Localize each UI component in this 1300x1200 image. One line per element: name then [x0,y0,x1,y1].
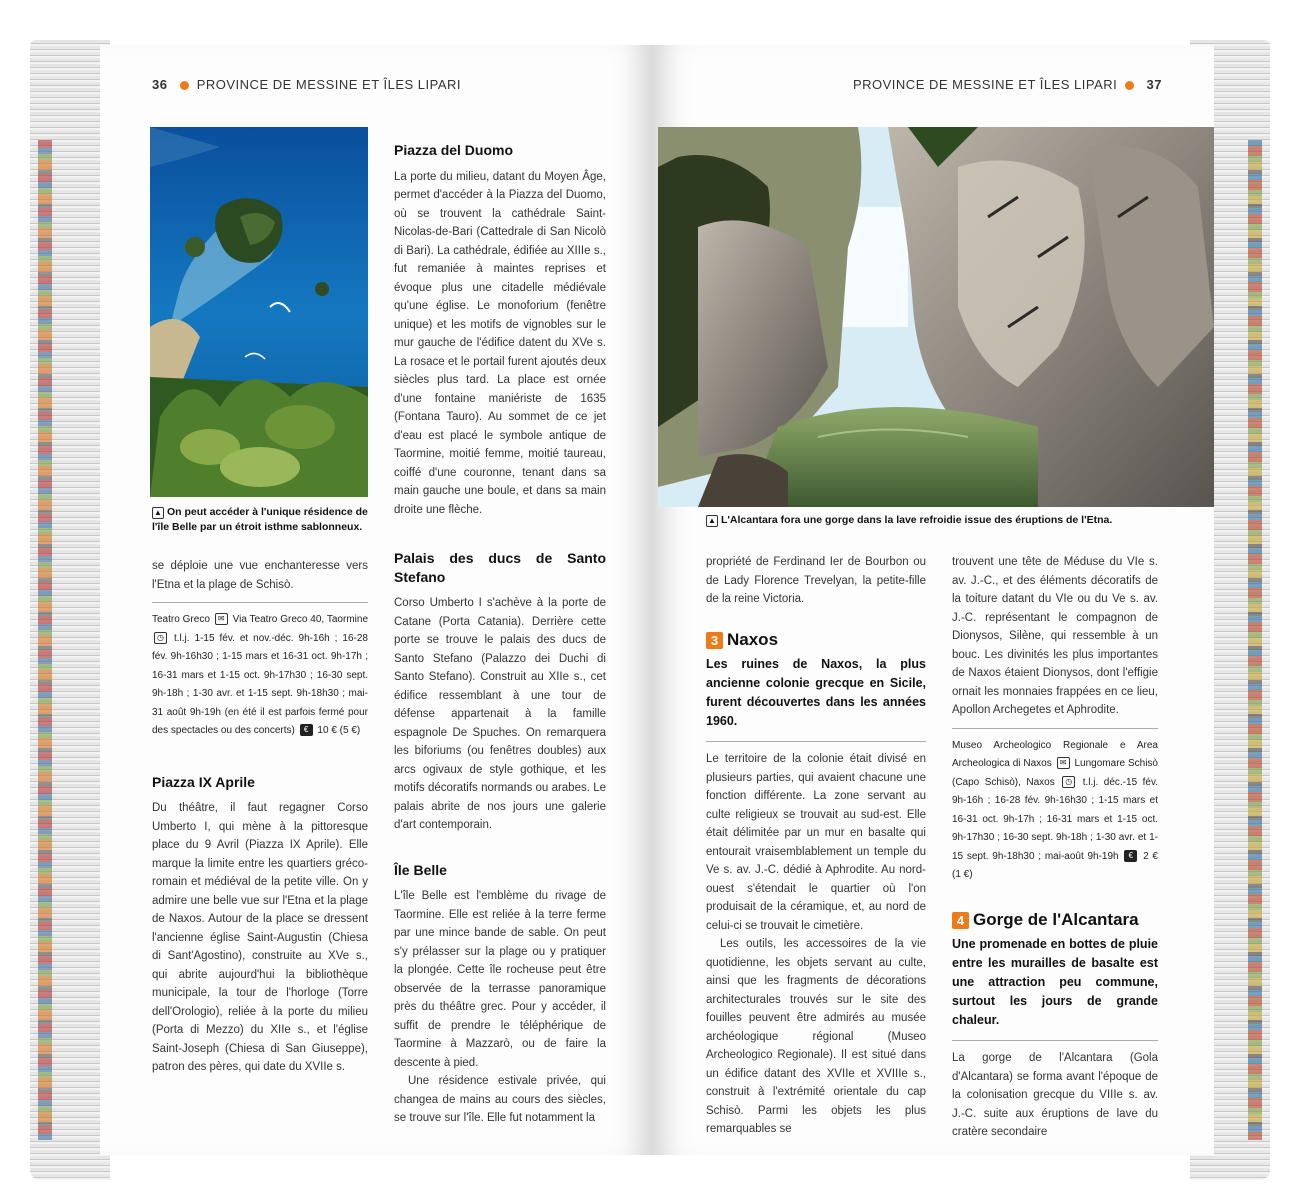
camera-icon: ▲ [152,507,164,519]
ile-belle-text-2: Une résidence estivale privée, qui changea de mains au cours des siècles, se trouve sur l'île. Elle fut notamment la [394,1075,606,1124]
naxos-text-2: Les outils, les accessoires de la vie quotidienne, les objets servant au culte, ainsi que les fragments de décorations architecturales trouvés sur le site des fouilles peuvent être admirés au musée archéologique régional (Museo Archeologico Regionale). Il est situé dans un édifice datant des XVIIe et XVIIIe s., construit à l'extrémité orientale du cap Schisò. Parmi les objets les plus remarquables se [706,938,926,1135]
orange-dot [180,81,189,90]
heading-naxos [706,631,926,650]
left-col1-intro: se déploie une vue enchanteresse vers l'Etna et la plage de Schisò. [152,560,368,591]
naxos-number-badge: 3 [706,632,723,649]
teatro-price: 10 € (5 €) [317,725,361,736]
photo-isola-bella [150,127,368,497]
right-col-2 [952,553,1158,1142]
orange-dot [1125,81,1134,90]
right-col2-intro: trouvent une tête de Méduse du VIe s. av. J.-C., et des éléments décoratifs de la toiture datant du VIe ou du Ve s. av. J.-C. représentant le compagnon de Dionysos, Silène, qui ressemble à un bouc. Les divinités les plus importantes de Naxos étaient Dionysos, dont l'effigie ornait les monnaies frappées en ce lieu, Apollon Archegetes et Aphrodite. [952,556,1158,716]
left-col-2 [394,141,606,1128]
photo-caption-right-text: L'Alcantara fora une gorge dans la lave refroidie issue des éruptions de l'Etna. [721,514,1113,526]
colored-tabs-left [38,140,52,1140]
piazza-ix-text: Du théâtre, il faut regagner Corso Umberto I, qui mène à la pittoresque place du 9 Avril (Piazza IX Aprile). Elle marque la limite entre les quartiers gréco-romain et médiéval de la petite ville. On y admire une belle vue sur l'Etna et la plage de Naxos. Autour de la place se dressent l'ancienne église Saint-Augustin (Chiesa di Sant'Agostino), construite au XVe s., qui abrite aujourd'hui la bibliothèque municipale, la tour de l'horloge (Torre dell'Orologio), reliée à la porte du milieu (Porta di Mezzo) du XIIe s., et l'église Saint-Joseph (Chiesa di San Giuseppe), patron des pères, qui date du XVIIe s. [152,802,368,1073]
teatro-address: Via Teatro Greco 40, Taormine [232,614,368,625]
photo-caption-left [152,505,374,535]
right-col1-intro: propriété de Ferdinand Ier de Bourbon ou de Lady Florence Trevelyan, la petite-fille de la reine Victoria. [706,556,926,605]
teatro-hours: t.l.j. 1-15 fév. et nov.-déc. 9h-16h ; 16-28 fév. 9h-16h30 ; 1-15 mars et 16-31 oct. 9h-17h ; 16-31 mars et 1-15 oct. 9h-17h30 ; 16-30 sept. 9h-18h ; 1-30 avr. et 1-15 sept. 9h-18h30 ; mai-31 août 9h-19h (en été il est parfois fermé pour des spectacles ou des concerts) [152,632,368,736]
envelope-icon: ✉ [215,613,228,625]
museo-hours: t.l.j. déc.-15 fév. 9h-16h ; 16-28 fév. 9h-16h30 ; 1-15 mars et 16-31 oct. 9h-17h ; 16-31 mars et 1-15 oct. 9h-17h30 ; 16-30 sept. 9h-18h ; 1-30 avr. et 1-15 sept. 9h-18h30 ; mai-août 9h-19h [952,776,1159,862]
right-page [652,45,1214,1155]
piazza-duomo-text: La porte du milieu, datant du Moyen Âge, permet d'accéder à la Piazza del Duomo, où se trouvent la cathédrale Saint-Nicolas-de-Bari (Cattedrale di San Nicolò di Bari). La cathédrale, édifiée au XIIIe s., fut remaniée à maintes reprises et évoque plus une citadelle médiévale qu'une église. Le monoforium (fenêtre unique) et les motifs de vignobles sur le mur gauche de l'édifice datent du XVe s. La rosace et le portail furent ajoutés deux siècles plus tard. La place est ornée d'une fontaine maniériste de 1635 (Fontana Tauro). Au sommet de ce jet d'eau est placé le symbole antique de Taormine, moitié femme, moitié taureau, coiffé d'une couronne, tenant dans sa main gauche une boule, et dans sa main droite une flèche. [394,170,606,516]
running-head-text-right: PROVINCE DE MESSINE ET ÎLES LIPARI [852,77,1118,92]
left-col-1 [152,557,368,1077]
running-head-text-left: PROVINCE DE MESSINE ET ÎLES LIPARI [196,77,462,92]
colored-tabs-right [1248,140,1262,1140]
euro-icon: € [1124,850,1137,862]
naxos-lead: Les ruines de Naxos, la plus ancienne colonie grecque en Sicile, furent découvertes dans les années 1960. [706,655,926,742]
ile-belle-text: L'île Belle est l'emblème du rivage de Taormine. Elle est reliée à la terre ferme par une mince bande de sable. On peut s'y prélasser sur la plage ou y pratiquer la plongée. Cette île rocheuse peut être observée de la terrasse panoramique près du théâtre grec. Pour y accéder, il suffit de prendre le téléphérique de Taormine à Mazzarò, ou de faire la descente à pied. [394,890,606,1069]
heading-ile-belle: Île Belle [394,861,447,878]
museo-info-block [952,728,1158,885]
museo-price: 2 € (1 €) [952,850,1158,880]
photo-alcantara [658,127,1214,507]
heading-alcantara [952,911,1158,930]
clock-icon: ◷ [1062,776,1075,788]
museo-name: Museo Archeologico Regionale e Area Archeologica di Naxos [952,739,1158,769]
alcantara-image [658,127,1214,507]
heading-piazza-ix: Piazza IX Aprile [152,773,255,790]
alcantara-title: Gorge de l'Alcantara [973,909,1139,929]
running-head-left [148,77,461,92]
photo-caption-right [706,513,1206,528]
alcantara-lead: Une promenade en bottes de pluie entre les murailles de basalte est une attraction peu commune, surtout les jours de grande chaleur. [952,935,1158,1041]
running-head-right [853,77,1166,92]
naxos-title: Naxos [727,629,779,649]
museo-address: Lungomare Schisò (Capo Schisò), Naxos [952,758,1158,788]
clock-icon: ◷ [154,632,167,644]
page-number-right: 37 [1146,77,1162,92]
left-page [100,45,652,1155]
heading-palais: Palais des ducs de Santo Stefano [394,550,606,585]
photo-caption-left-text: On peut accéder à l'unique résidence de l'île Belle par un étroit isthme sablonneux. [152,506,368,533]
envelope-icon: ✉ [1057,757,1070,769]
palais-text: Corso Umberto I s'achève à la porte de Catane (Porta Catania). Derrière cette porte se trouve le palais des ducs de Santo Stefano (Palazzo dei Duchi di Santo Stefano). Construit au XIIe s., cet édifice ressemblant à une tour de défense appartenait à la famille espagnole De Spuches. On remarquera les biforiums (ou fenêtres doubles) aux arcs ogivaux de style gothique, et les motifs décoratifs normands ou arabes. Le palais abrite de nos jours une galerie d'art contemporain. [394,597,606,831]
right-col-1 [706,553,926,1139]
isola-bella-image [150,127,368,497]
teatro-name: Teatro Greco [152,614,210,625]
alcantara-number-badge: 4 [952,912,969,929]
alcantara-text: La gorge de l'Alcantara (Gola d'Alcantara) se forma avant l'époque de la colonisation grecque du VIIIe s. av. J.-C. suite aux éruptions de lave du cratère secondaire [952,1052,1158,1138]
page-number-left: 36 [152,77,168,92]
camera-icon: ▲ [706,515,718,527]
naxos-text: Le territoire de la colonie était divisé en plusieurs parties, qui avaient chacune une fonction différente. La zone servant au culte religieux se trouvait au sud-est. Elle était délimitée par un mur en basalte qui entourait vraisemblablement un temple du Ve s. av. J.-C. dédié à Aphrodite. Au nord-ouest s'étendait le quartier où l'on produisait de la céramique, et, au nord de celui-ci se trouvait le cimetière. [706,753,926,932]
euro-icon: € [300,724,313,736]
teatro-info-block [152,602,368,741]
heading-piazza-duomo: Piazza del Duomo [394,142,514,158]
